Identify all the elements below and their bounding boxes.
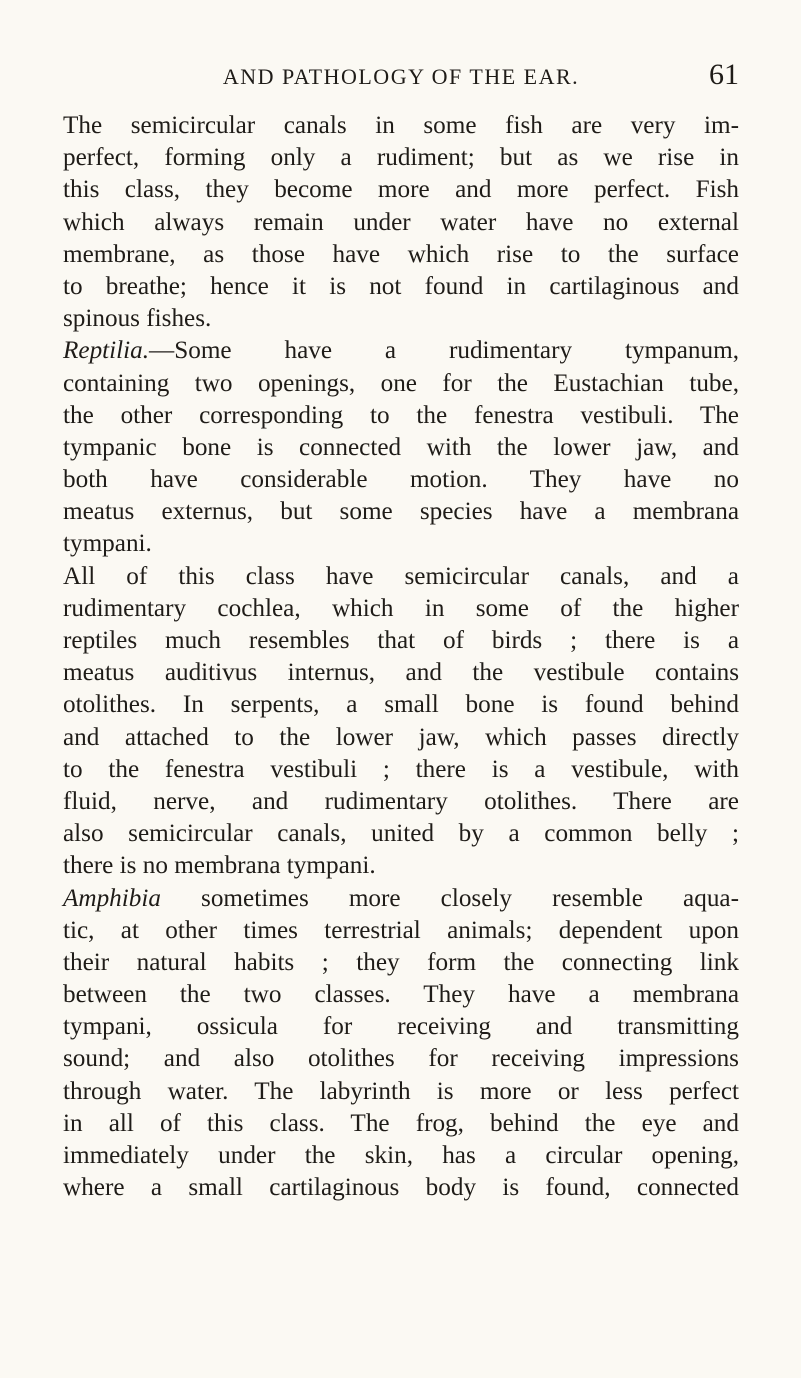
running-head (63, 58, 739, 102)
line-text: sometimes more closely resemble aqua- (160, 884, 739, 912)
line-text: in all of this class. The frog, behind the eye and (63, 1109, 739, 1137)
text-line (63, 271, 739, 303)
text-line (63, 303, 739, 335)
text-line (63, 110, 739, 142)
line-text: where a small cartilaginous body is found, connected (63, 1174, 739, 1202)
line-text: The semicircular canals in some fish are very im- (63, 112, 739, 139)
running-title: AND PATHOLOGY OF THE EAR. (222, 64, 580, 89)
italic-heading: Reptilia. (63, 337, 150, 365)
text-line (63, 657, 739, 689)
page-number: 61 (709, 58, 739, 91)
line-text: tympani, ossicula for receiving and transmitting (63, 1013, 739, 1041)
text-line (63, 689, 739, 721)
line-text: tympani. (63, 530, 152, 558)
line-text: tic, at other times terrestrial animals; dependent upon (63, 916, 739, 944)
text-line (63, 496, 739, 528)
text-line (63, 754, 739, 786)
line-text: both have considerable motion. They have no (63, 466, 739, 494)
line-text: —Some have a rudimentary tympanum, (149, 337, 739, 365)
text-line (63, 174, 739, 206)
line-text: to breathe; hence it is not found in cartilaginous and (63, 272, 739, 300)
text-line (63, 400, 739, 432)
text-line (63, 239, 739, 271)
text-line (63, 207, 739, 239)
text-line (63, 432, 739, 464)
line-text: through water. The labyrinth is more or less perfect (63, 1077, 739, 1105)
italic-heading: Amphibia (63, 884, 161, 912)
text-line (63, 561, 739, 593)
text-line (63, 625, 739, 657)
line-text: containing two openings, one for the Eustachian tube, (63, 369, 739, 397)
line-text: there is no membrana tympani. (63, 852, 376, 880)
text-line (63, 850, 739, 882)
text-line (63, 786, 739, 818)
line-text: meatus externus, but some species have a membrana (63, 498, 739, 526)
text-line (63, 1076, 739, 1108)
text-line (63, 335, 739, 367)
line-text: rudimentary cochlea, which in some of the higher (63, 594, 739, 622)
text-line (63, 593, 739, 625)
text-line (63, 979, 739, 1011)
line-text: their natural habits ; they form the connecting link (63, 948, 739, 976)
line-text: sound; and also otolithes for receiving impressions (63, 1045, 739, 1073)
line-text: meatus auditivus internus, and the vestibule contains (63, 659, 739, 687)
text-line (63, 1140, 739, 1172)
body-text (63, 110, 739, 1204)
line-text: also semicircular canals, united by a common belly ; (63, 820, 739, 848)
line-text: tympanic bone is connected with the lower jaw, and (63, 433, 739, 461)
line-text: immediately under the skin, has a circular opening, (63, 1142, 739, 1169)
line-text: reptiles much resembles that of birds ; there is a (63, 627, 739, 654)
line-text: perfect, forming only a rudiment; but as we rise in (63, 144, 739, 172)
line-text: the other corresponding to the fenestra vestibuli. The (63, 401, 739, 429)
text-line (63, 1011, 739, 1043)
line-text: otolithes. In serpents, a small bone is found behind (63, 691, 739, 719)
text-line (63, 528, 739, 560)
line-text: to the fenestra vestibuli ; there is a vestibule, with (63, 755, 739, 783)
text-line (63, 818, 739, 850)
text-line (63, 1172, 739, 1204)
text-line (63, 142, 739, 174)
text-line (63, 368, 739, 400)
text-line (63, 1043, 739, 1075)
line-text: membrane, as those have which rise to the surface (63, 240, 739, 268)
text-line (63, 915, 739, 947)
line-text: this class, they become more and more perfect. Fish (63, 176, 739, 204)
text-line (63, 883, 739, 915)
line-text: between the two classes. They have a membrana (63, 981, 739, 1009)
line-text: All of this class have semicircular canals, and a (63, 562, 739, 590)
line-text: which always remain under water have no external (63, 208, 739, 236)
text-line (63, 722, 739, 754)
line-text: spinous fishes. (63, 305, 212, 333)
text-line (63, 1108, 739, 1140)
text-line (63, 947, 739, 979)
line-text: fluid, nerve, and rudimentary otolithes. There are (63, 787, 739, 815)
text-line (63, 464, 739, 496)
line-text: and attached to the lower jaw, which passes directly (63, 723, 739, 751)
